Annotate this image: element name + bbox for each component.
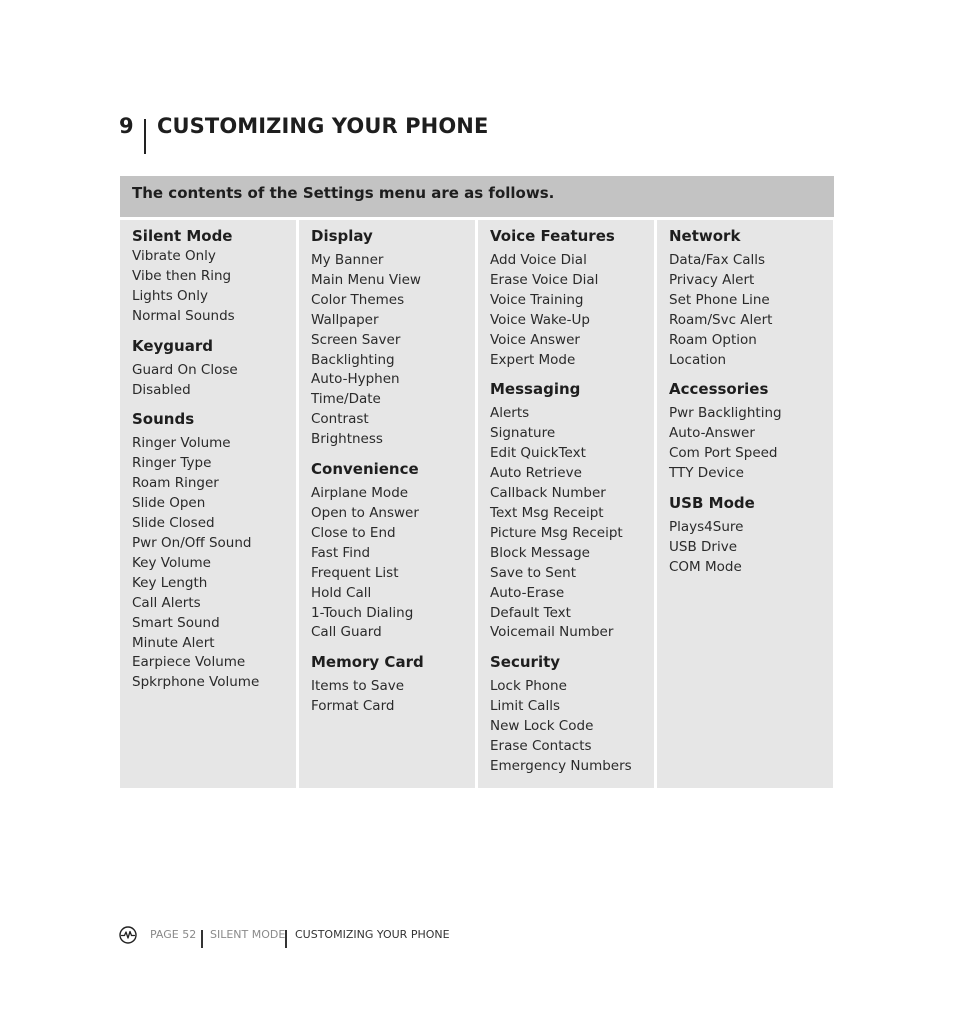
menu-item: Auto Retrieve [490, 465, 582, 482]
settings-menu-table [120, 176, 834, 788]
menu-item: Data/Fax Calls [669, 252, 766, 268]
menu-item: Brightness [311, 431, 383, 448]
page-number: PAGE 52 [150, 928, 197, 941]
menu-item: Open to Answer [311, 504, 419, 521]
menu-section [311, 227, 475, 450]
menu-item: Plays4Sure [669, 519, 744, 536]
menu-item: Voice Wake-Up [490, 311, 590, 328]
table-header-text: The contents of the Settings menu are as follows. [132, 184, 555, 202]
menu-item: COM Mode [669, 558, 742, 575]
menu-column-3 [478, 220, 654, 788]
menu-item: Callback Number [490, 485, 606, 502]
menu-section [311, 460, 475, 643]
menu-item: Format Card [311, 698, 395, 715]
chapter-divider [144, 119, 146, 154]
menu-item: Smart Sound [132, 614, 220, 631]
section-title: Voice Features [490, 227, 615, 245]
menu-item: Ringer Type [132, 455, 212, 472]
menu-item: Privacy Alert [669, 271, 755, 288]
menu-item: Add Voice Dial [490, 252, 587, 268]
menu-item: Vibe then Ring [132, 267, 232, 284]
section-title: Network [669, 227, 741, 245]
menu-item: Set Phone Line [669, 291, 770, 308]
menu-section [669, 380, 833, 484]
menu-item: Signature [490, 425, 556, 442]
menu-item: Lights Only [132, 287, 208, 304]
section-title: Security [490, 653, 561, 672]
menu-item: Auto-Erase [490, 584, 565, 601]
menu-item: Screen Saver [311, 331, 401, 348]
menu-section [311, 653, 475, 717]
brand-logo-icon [119, 926, 137, 944]
menu-section [132, 337, 296, 401]
menu-item: Save to Sent [490, 564, 576, 581]
menu-item: Limit Calls [490, 698, 560, 715]
menu-item: Lock Phone [490, 678, 567, 695]
menu-section [132, 227, 296, 327]
section-title: Sounds [132, 410, 195, 429]
menu-item: Disabled [132, 381, 191, 398]
menu-item: Minute Alert [132, 634, 215, 651]
menu-item: Slide Open [132, 495, 206, 512]
menu-item: Roam/Svc Alert [669, 311, 773, 328]
menu-item: Main Menu View [311, 271, 421, 288]
section-title: Accessories [669, 380, 769, 399]
menu-section [669, 494, 833, 578]
chapter-number: 9 [119, 114, 134, 138]
section-title: Messaging [490, 380, 581, 399]
menu-section [132, 410, 296, 693]
menu-item: Guard On Close [132, 361, 238, 378]
menu-item: Voice Answer [490, 331, 580, 348]
menu-item: Ringer Volume [132, 435, 231, 452]
menu-column-2 [299, 220, 475, 788]
footer-divider [285, 930, 287, 948]
menu-item: Vibrate Only [132, 248, 216, 264]
menu-item: Call Guard [311, 624, 382, 641]
menu-column-1 [120, 220, 296, 788]
menu-item: Key Volume [132, 554, 211, 571]
menu-item: Hold Call [311, 584, 372, 601]
menu-item: Picture Msg Receipt [490, 524, 623, 541]
menu-item: Emergency Numbers [490, 757, 632, 774]
menu-item: Frequent List [311, 564, 399, 581]
section-title: Keyguard [132, 336, 213, 355]
menu-item: 1-Touch Dialing [311, 604, 414, 621]
table-header [120, 176, 834, 217]
menu-item: Block Message [490, 544, 590, 561]
menu-item: Earpiece Volume [132, 654, 246, 671]
menu-item: Default Text [490, 604, 571, 621]
menu-item: Erase Voice Dial [490, 271, 599, 288]
menu-item: Pwr On/Off Sound [132, 534, 252, 551]
menu-section [490, 227, 654, 370]
menu-item: Voicemail Number [490, 624, 614, 641]
section-title: Memory Card [311, 653, 424, 672]
menu-item: Fast Find [311, 544, 371, 561]
menu-item: Text Msg Receipt [490, 504, 604, 521]
menu-item: Spkrphone Volume [132, 674, 260, 691]
footer-divider [201, 930, 203, 948]
menu-item: TTY Device [669, 465, 744, 482]
menu-item: Normal Sounds [132, 307, 235, 324]
menu-item: Pwr Backlighting [669, 405, 782, 422]
menu-item: Expert Mode [490, 351, 576, 368]
menu-item: USB Drive [669, 538, 737, 555]
section-title: Display [311, 227, 373, 245]
menu-item: Slide Closed [132, 515, 215, 532]
menu-item: Key Length [132, 574, 208, 591]
menu-item: Time/Date [311, 391, 381, 408]
menu-item: Color Themes [311, 291, 405, 308]
footer-chapter-name: CUSTOMIZING YOUR PHONE [295, 928, 450, 941]
menu-item: My Banner [311, 252, 384, 268]
menu-item: Roam Ringer [132, 475, 219, 492]
menu-item: Auto-Hyphen [311, 371, 400, 388]
footer-section-name: SILENT MODE [210, 928, 286, 941]
menu-item: Roam Option [669, 331, 757, 348]
menu-item: Edit QuickText [490, 445, 586, 462]
menu-item: Auto-Answer [669, 425, 755, 442]
menu-section [490, 653, 654, 777]
section-title: Silent Mode [132, 227, 233, 245]
section-title: USB Mode [669, 494, 755, 513]
menu-section [669, 227, 833, 370]
menu-item: Contrast [311, 411, 369, 428]
menu-item: Voice Training [490, 291, 584, 308]
menu-item: Wallpaper [311, 311, 379, 328]
menu-item: Backlighting [311, 351, 395, 368]
menu-section [490, 380, 654, 643]
menu-item: Items to Save [311, 678, 405, 695]
menu-item: New Lock Code [490, 718, 594, 735]
menu-item: Close to End [311, 524, 396, 541]
menu-item: Call Alerts [132, 594, 201, 611]
menu-item: Airplane Mode [311, 485, 409, 502]
menu-item: Com Port Speed [669, 445, 778, 462]
menu-column-4 [657, 220, 833, 788]
page-title: CUSTOMIZING YOUR PHONE [157, 114, 489, 138]
section-title: Convenience [311, 460, 419, 479]
menu-item: Alerts [490, 405, 530, 422]
menu-item: Erase Contacts [490, 738, 592, 755]
menu-item: Location [669, 351, 727, 368]
